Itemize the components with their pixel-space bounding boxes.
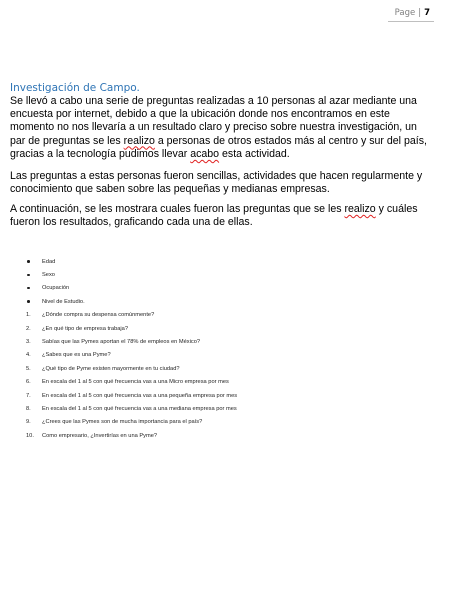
bullet-dot-icon: [27, 260, 30, 263]
paragraph-next-text-2: y cuáles fueron los resultados, graficando cada una de ellas.: [10, 203, 418, 229]
bullet-item-text: Sexo: [42, 272, 55, 279]
numbered-item: [26, 362, 237, 375]
paragraph-intro-text-2: a personas de otros estados más al centro y sur del país, gracias a la tecnología pudimos llevar: [10, 134, 427, 160]
bullet-marker: [26, 259, 42, 265]
page-number: 7: [424, 8, 430, 18]
paragraph-next-text-1: A continuación, se les mostrara cuales fueron las preguntas que se les: [10, 203, 345, 215]
bullet-dot-icon: [27, 287, 30, 290]
bullet-marker: [26, 285, 42, 291]
numbered-item-number: 1.: [26, 312, 31, 319]
spellcheck-word-realizo: realizo: [123, 134, 155, 147]
paragraph-questions-description: Las preguntas a estas personas fueron sencillas, actividades que hacen regularmente y conocimiento que saben sobre las pequeñas y medianas empresas.: [10, 170, 423, 196]
bullet-item-text: Nivel de Estudio.: [42, 298, 85, 305]
numbered-item: [26, 335, 237, 348]
numbered-item-text: En escala del 1 al 5 con qué frecuencia vas a una mediana empresa por mes: [42, 405, 237, 412]
numbered-item-number: 4.: [26, 352, 31, 359]
bullet-marker: [26, 299, 42, 305]
header-rule: [388, 21, 434, 22]
paragraph-intro-text-3: esta actividad.: [219, 147, 290, 160]
bullet-item: [26, 282, 237, 295]
bullet-item-text: Edad: [42, 258, 56, 265]
page-header: [395, 8, 430, 18]
numbered-item-number: 3.: [26, 339, 31, 346]
numbered-item-number: 8.: [26, 405, 31, 412]
bullet-marker: [26, 272, 42, 278]
numbered-item-number: 5.: [26, 365, 31, 372]
bullet-item: [26, 268, 237, 281]
bullet-item: [26, 255, 237, 268]
bullet-dot-icon: [27, 300, 30, 303]
numbered-item-text: Sabías que las Pymes aportan el 78% de empleos en México?: [42, 339, 201, 346]
bullet-item-text: Ocupación: [42, 285, 70, 292]
numbered-item-text: ¿Sabes que es una Pyme?: [42, 352, 111, 359]
numbered-item-number: 9.: [26, 419, 31, 426]
numbered-item: [26, 349, 237, 362]
paragraph-intro: [10, 95, 428, 161]
paragraph-intro-text-1: Se llevó a cabo una serie de preguntas realizadas a 10 personas al azar mediante una encuesta por internet, debido a que la ubicación donde nos encontramos en este momento no nos llevaría a un resultado claro y preciso sobre nuestra investigación, un par de preguntas se les: [10, 95, 417, 147]
numbered-item: [26, 309, 237, 322]
paragraph-next: [10, 203, 428, 229]
question-list: [26, 255, 237, 442]
numbered-item: [26, 416, 237, 429]
numbered-item-number: 7.: [26, 392, 31, 399]
page-separator: |: [418, 8, 422, 18]
bullet-item: [26, 295, 237, 308]
spellcheck-word-acabo: acabo: [190, 147, 220, 160]
numbered-item-text: En escala del 1 al 5 con qué frecuencia vas a una pequeña empresa por mes: [42, 392, 238, 399]
numbered-item-text: ¿Dónde compra su despensa comúnmente?: [42, 312, 155, 319]
bullet-dot-icon: [27, 274, 30, 277]
numbered-item-text: ¿En qué tipo de empresa trabaja?: [42, 325, 128, 332]
numbered-item-text: ¿Qué tipo de Pyme existen mayormente en tu ciudad?: [42, 365, 180, 372]
numbered-item-number: 2.: [26, 325, 31, 332]
spellcheck-word-realizo-2: realizo: [344, 203, 376, 215]
numbered-item: [26, 322, 237, 335]
numbered-item: [26, 389, 237, 402]
numbered-item: [26, 402, 237, 415]
numbered-item-text: ¿Crees que las Pymes son de mucha importancia para el país?: [42, 419, 203, 426]
numbered-item-text: Como empresario, ¿Invertirías en una Pyme?: [42, 432, 158, 439]
numbered-item-number: 6.: [26, 379, 31, 386]
section-title: Investigación de Campo.: [10, 82, 140, 94]
numbered-item-text: En escala del 1 al 5 con qué frecuencia vas a una Micro empresa por mes: [42, 379, 229, 386]
numbered-item: [26, 429, 237, 442]
numbered-item-number: 10.: [26, 432, 34, 439]
page-label: Page: [394, 8, 416, 18]
numbered-item: [26, 376, 237, 389]
